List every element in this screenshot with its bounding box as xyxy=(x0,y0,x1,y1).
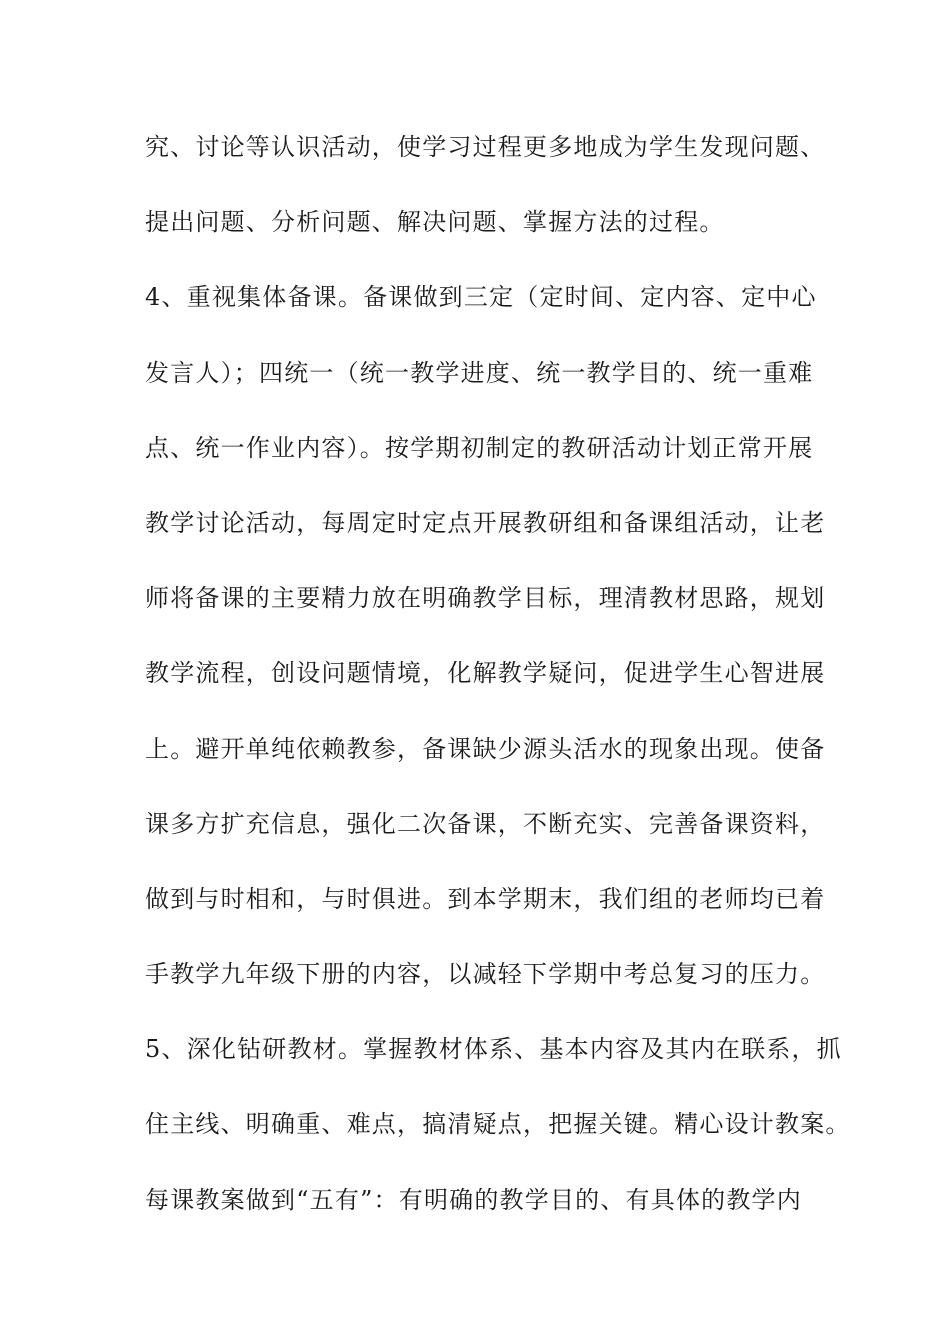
text-line: 发言人）；四统一（统一教学进度、统一教学目的、统一重难 xyxy=(145,358,814,387)
text-line: 做到与时相和，与时俱进。到本学期末，我们组的老师均已着 xyxy=(145,884,826,913)
text-line: 5、深化钻研教材。掌握教材体系、基本内容及其内在联系，抓 xyxy=(145,1035,842,1064)
text-line: 住主线、明确重、难点，搞清疑点，把握关键。精心设计教案。 xyxy=(145,1110,851,1139)
text-line: 提出问题、分析问题、解决问题、掌握方法的过程。 xyxy=(145,208,725,237)
text-line: 教学讨论活动，每周定时定点开展教研组和备课组活动，让老 xyxy=(145,508,826,537)
text-line: 手教学九年级下册的内容，以减轻下学期中考总复习的压力。 xyxy=(145,960,826,989)
text-line: 课多方扩充信息，强化二次备课，不断充实、完善备课资料， xyxy=(145,809,826,838)
text-line: 师将备课的主要精力放在明确教学目标，理清教材思路，规划 xyxy=(145,584,826,613)
text-line: 究、讨论等认识活动，使学习过程更多地成为学生发现问题、 xyxy=(145,133,826,161)
text-line: 每课教案做到“五有”：有明确的教学目的、有具体的教学内 xyxy=(145,1185,802,1214)
text-line: 4、重视集体备课。备课做到三定（定时间、定内容、定中心 xyxy=(145,283,817,312)
text-line: 上。避开单纯依赖教参，备课缺少源头活水的现象出现。使备 xyxy=(145,734,826,763)
text-line: 点、统一作业内容）。按学期初制定的教研活动计划正常开展 xyxy=(145,433,814,462)
text-line: 教学流程，创设问题情境，化解教学疑问，促进学生心智进展 xyxy=(145,659,826,688)
body-text xyxy=(145,132,851,1260)
